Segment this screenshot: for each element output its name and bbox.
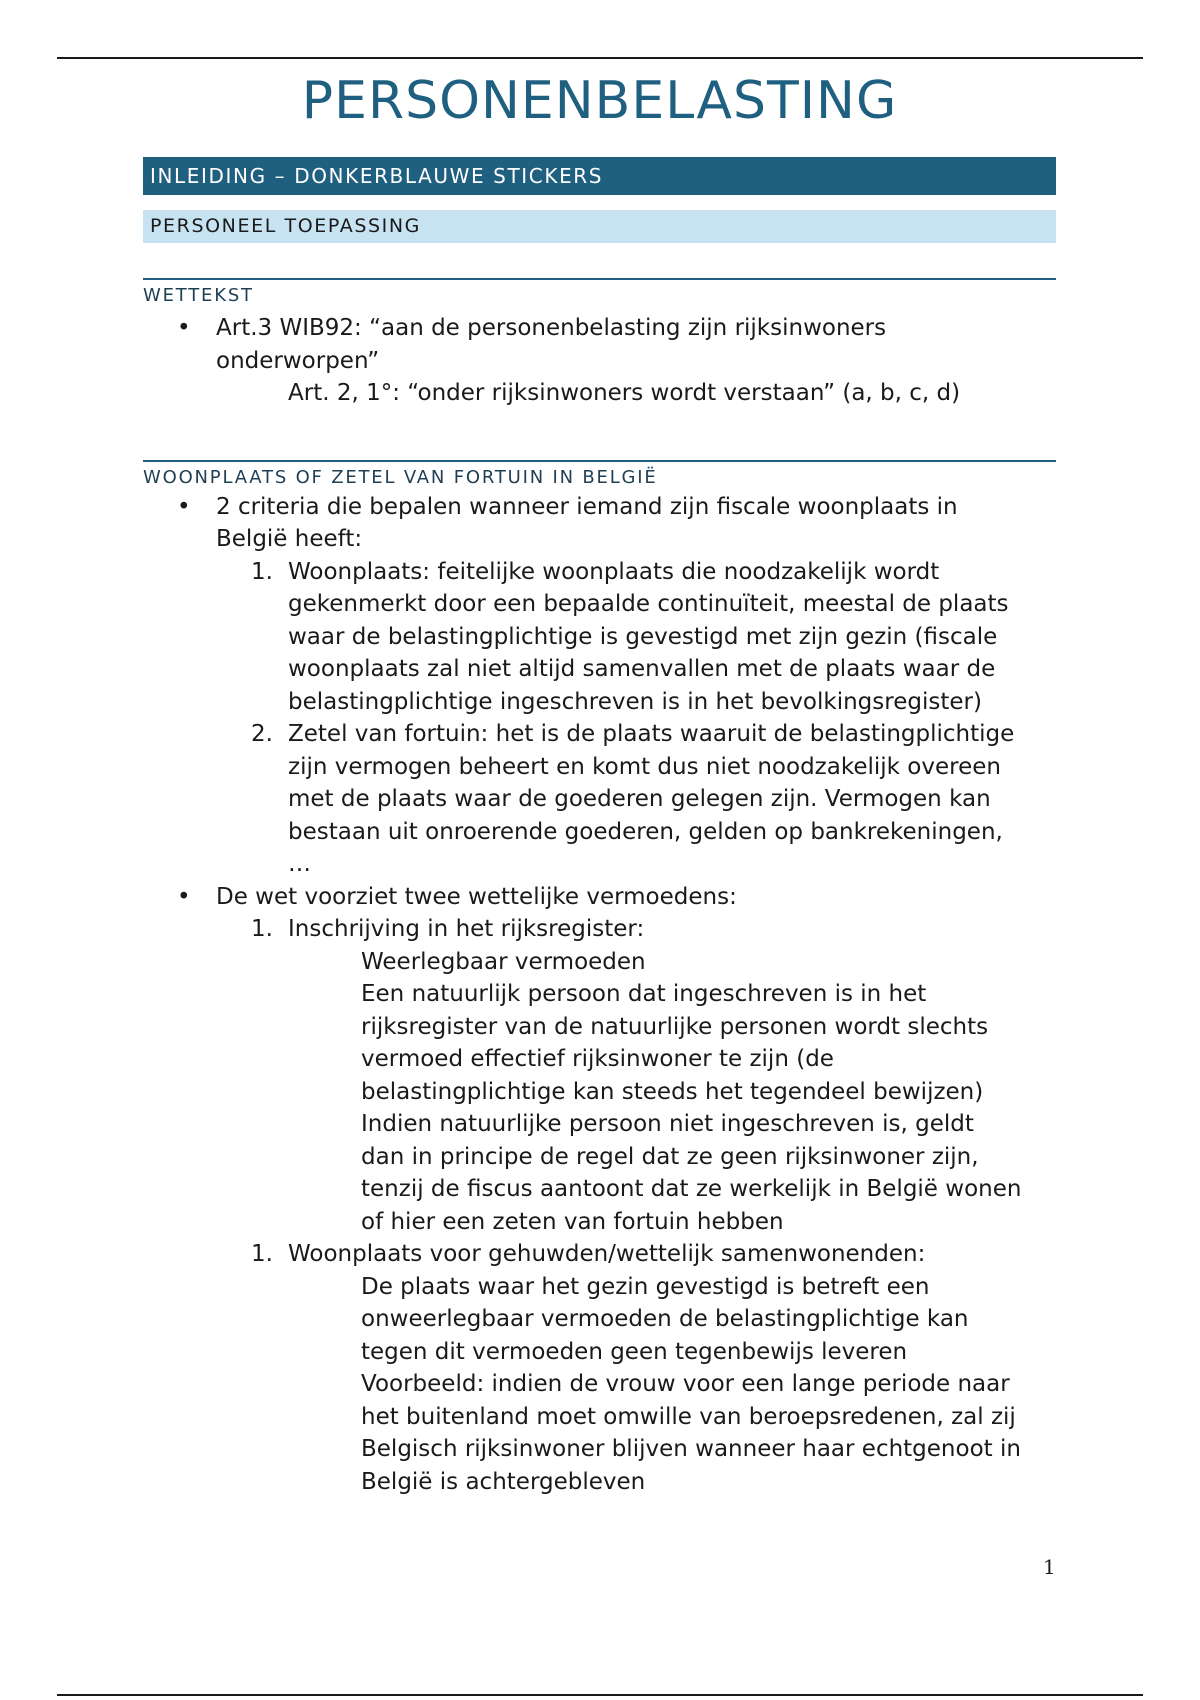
text-line: tenzij de fiscus aantoont dat ze werkelijk in België wonen (361, 1176, 1022, 1202)
numbered-item-gehuwden (143, 1238, 1056, 1271)
wettekst-line: onderworpen” (216, 347, 380, 374)
list-number: 1. (251, 916, 273, 942)
text-line: Indien natuurlijke persoon niet ingeschreven is, geldt (361, 1111, 974, 1137)
text-line: zijn vermogen beheert en komt dus niet noodzakelijk overeen (288, 753, 1001, 780)
list-number: 1. (251, 558, 273, 585)
bullet-icon: • (177, 883, 191, 910)
page-number: 1 (1043, 1555, 1056, 1579)
wettekst-line: Art.3 WIB92: “aan de personenbelasting zijn rijksinwoners (216, 315, 887, 341)
text-line: woonplaats zal niet altijd samenvallen met de plaats waar de (288, 656, 996, 682)
document-content (143, 62, 1056, 1498)
item-title: Woonplaats voor gehuwden/wettelijk samenwonenden: (288, 1241, 926, 1267)
page-top-rule (57, 57, 1143, 59)
list-number: 2. (251, 721, 273, 747)
text-line: gekenmerkt door een bepaalde continuïteit, meestal de plaats (288, 591, 1009, 617)
heading-personeel-toepassing: PERSONEEL TOEPASSING (143, 210, 1056, 243)
text-line: … (288, 851, 311, 877)
text-line: Zetel van fortuin: het is de plaats waaruit de belastingplichtige (288, 721, 1015, 747)
bullet-icon: • (177, 315, 191, 341)
wettekst-sub-line: Art. 2, 1°: “onder rijksinwoners wordt verstaan” (a, b, c, d) (288, 380, 961, 406)
text-line: rijksregister van de natuurlijke personen wordt slechts (361, 1013, 989, 1040)
bullet-icon: • (177, 493, 191, 520)
criteria-line: België heeft: (216, 526, 363, 552)
text-line: Belgisch rijksinwoner blijven wanneer haar echtgenoot in (361, 1436, 1021, 1462)
text-line: tegen dit vermoeden geen tegenbewijs leveren (361, 1338, 908, 1365)
list-item (143, 881, 1056, 914)
gehuwden-detail (143, 1271, 1056, 1499)
text-line: waar de belastingplichtige is gevestigd met zijn gezin (fiscale (288, 623, 998, 650)
text-line: belastingplichtige ingeschreven is in het bevolkingsregister) (288, 688, 982, 715)
numbered-item-inschrijving (143, 913, 1056, 946)
text-line: onweerlegbaar vermoeden de belastingplichtige kan (361, 1306, 969, 1332)
wettekst-body (143, 312, 1056, 410)
text-line: belastingplichtige kan steeds het tegendeel bewijzen) (361, 1078, 984, 1105)
text-line: met de plaats waar de goederen gelegen zijn. Vermogen kan (288, 786, 991, 812)
text-line: bestaan uit onroerende goederen, gelden op bankrekeningen, (288, 818, 1003, 845)
item-title: Inschrijving in het rijksregister: (288, 916, 645, 942)
text-line: België is achtergebleven (361, 1468, 646, 1495)
numbered-item-zetel-van-fortuin (143, 718, 1056, 881)
criteria-line: 2 criteria die bepalen wanneer iemand zijn fiscale woonplaats in (216, 493, 958, 520)
document-title: PERSONENBELASTING (301, 71, 898, 131)
woonplaats-body (143, 491, 1056, 1499)
text-line: De plaats waar het gezin gevestigd is betreft een (361, 1273, 930, 1300)
list-number: 1. (251, 1241, 273, 1267)
heading-inleiding: INLEIDING – DONKERBLAUWE STICKERS (143, 157, 1056, 195)
text-line: dan in principe de regel dat ze geen rijksinwoner zijn, (361, 1143, 979, 1170)
list-item (143, 491, 1056, 556)
text-line: Woonplaats: feitelijke woonplaats die noodzakelijk wordt (288, 558, 940, 585)
text-line: of hier een zeten van fortuin hebben (361, 1208, 784, 1235)
text-line: Een natuurlijk persoon dat ingeschreven is in het (361, 981, 927, 1007)
section-heading-wettekst: WETTEKST (143, 278, 1056, 307)
vermoedens-line: De wet voorziet twee wettelijke vermoedens: (216, 883, 737, 910)
section-heading-woonplaats: WOONPLAATS OF ZETEL VAN FORTUIN IN BELGIË (143, 460, 1056, 489)
inschrijving-detail (143, 946, 1056, 1239)
list-item (143, 312, 1056, 377)
text-line: vermoed effectief rijksinwoner te zijn (de (361, 1046, 834, 1072)
page-bottom-rule (57, 1694, 1143, 1696)
text-line: het buitenland moet omwille van beroepsredenen, zal zij (361, 1403, 1016, 1430)
text-line: Weerlegbaar vermoeden (361, 948, 646, 975)
numbered-item-woonplaats (143, 556, 1056, 719)
text-line: Voorbeeld: indien de vrouw voor een lange periode naar (361, 1371, 1010, 1397)
